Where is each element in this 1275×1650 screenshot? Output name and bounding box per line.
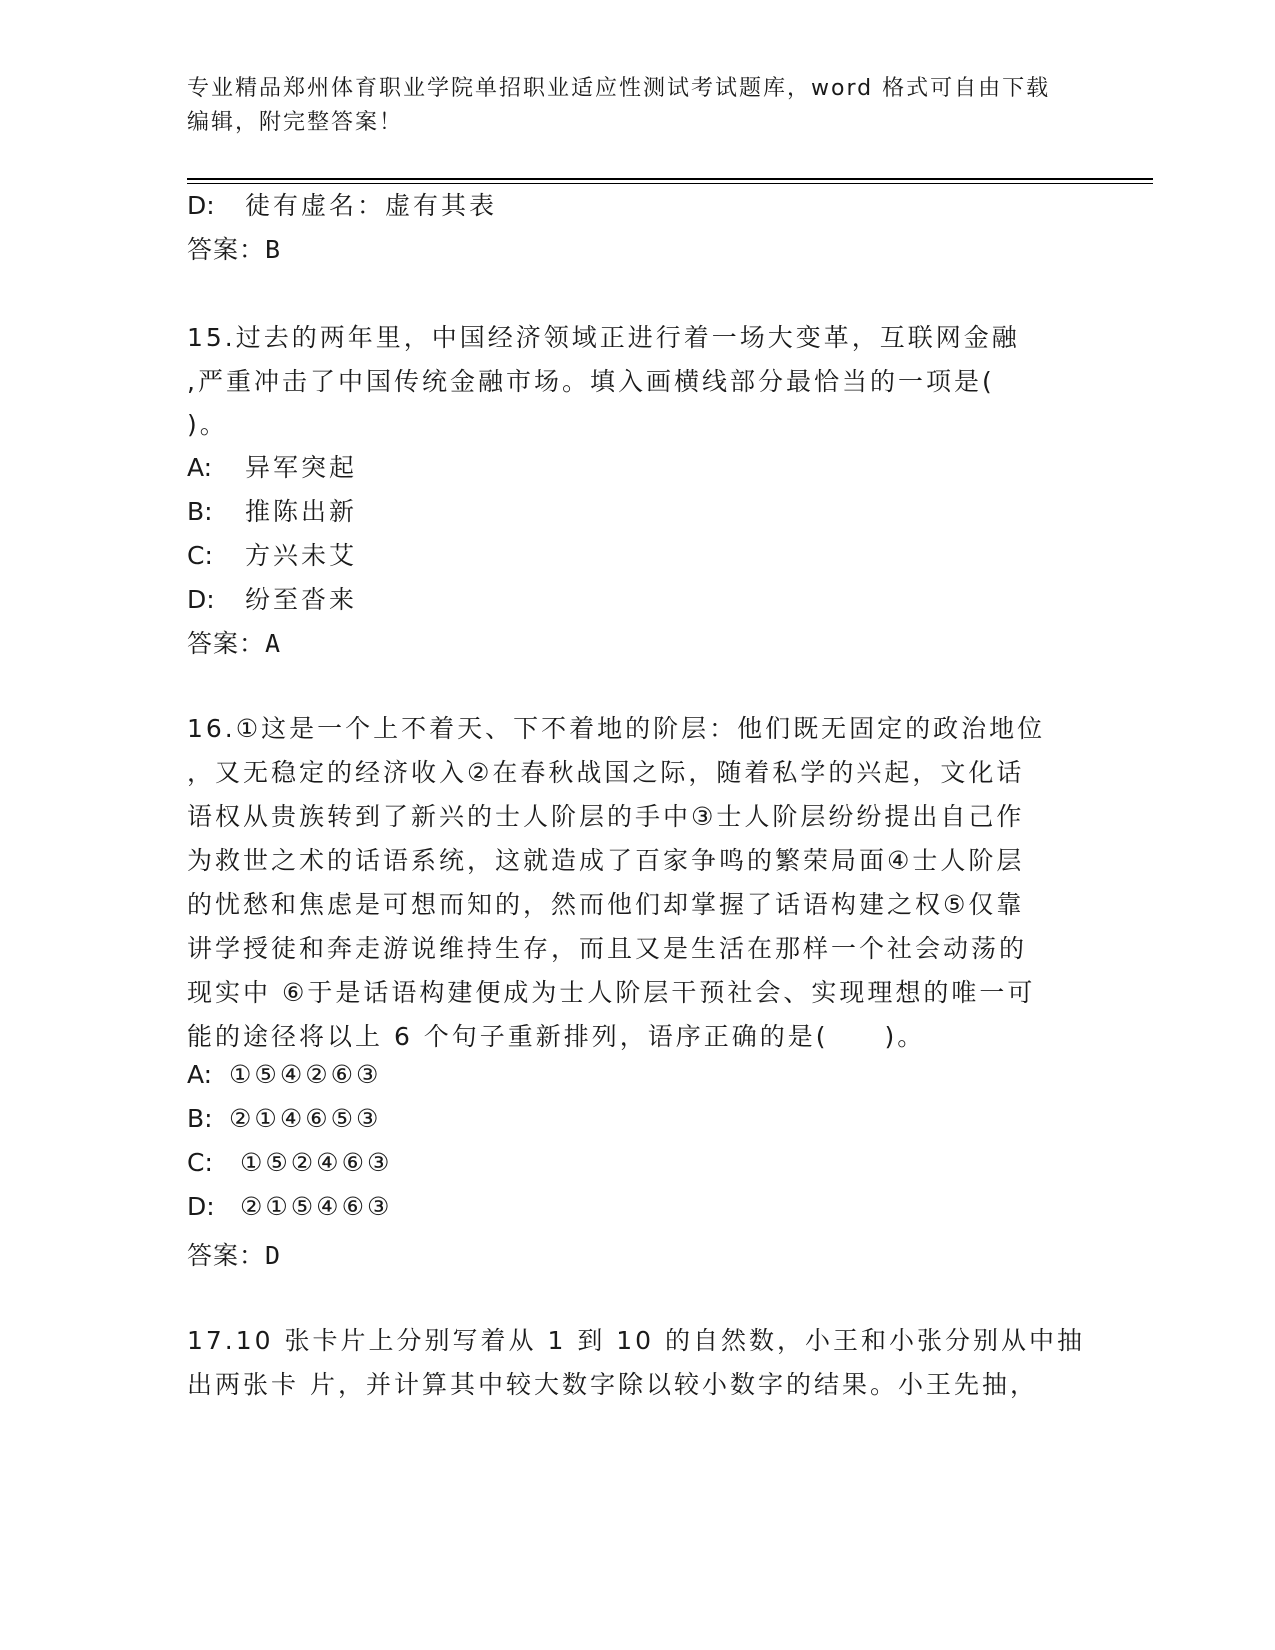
q16-stem-line-6: 讲学授徒和奔走游说维持生存，而且又是生活在那样一个社会动荡的 [187,934,1028,963]
header-divider [187,178,1153,180]
answer-value: B [265,235,282,264]
q15-option-c [187,536,357,572]
q15-option-b [187,492,357,528]
q16-option-c [187,1148,392,1177]
q16-stem-line-1: 16.①这是一个上不着天、下不着地的阶层：他们既无固定的政治地位 [187,714,1046,743]
answer-label: 答案： [187,1241,266,1270]
q15-stem-line-2: ,严重冲击了中国传统金融市场。填入画横线部分最恰当的一项是( [187,367,995,396]
option-label: A: [187,1060,213,1089]
q16-option-d [187,1192,392,1221]
option-text: 纷至沓来 [245,585,358,614]
q16-stem-line-2: ，又无稳定的经济收入②在春秋战国之际，随着私学的兴起，文化话 [187,758,1025,787]
q16-answer [187,1236,281,1272]
option-label: C: [187,1148,213,1177]
q16-option-a [187,1060,381,1089]
answer-label: 答案： [187,235,266,264]
option-text: ①⑤②④⑥③ [229,1148,393,1177]
option-text: 异军突起 [245,453,358,482]
option-label: D: [187,191,215,220]
header-line-1: 专业精品郑州体育职业学院单招职业适应性测试考试题库，word 格式可自由下载 [187,76,1051,101]
q17-stem-line-2: 出两张卡 片，并计算其中较大数字除以较小数字的结果。小王先抽， [187,1370,1038,1399]
option-text: 推陈出新 [245,497,358,526]
q15-stem-line-1: 15.过去的两年里，中国经济领域正进行着一场大变革，互联网金融 [187,323,1020,352]
option-label: D: [187,585,215,614]
option-label: A: [187,453,213,482]
q17-stem-line-1: 17.10 张卡片上分别写着从 1 到 10 的自然数，小王和小张分别从中抽 [187,1326,1086,1355]
q16-stem-line-4: 为救世之术的话语系统，这就造成了百家争鸣的繁荣局面④士人阶层 [187,846,1025,875]
q15-answer [187,624,281,660]
q16-stem-line-3: 语权从贵族转到了新兴的士人阶层的手中③士人阶层纷纷提出自己作 [187,802,1025,831]
option-label: B: [187,497,213,526]
option-label: B: [187,1104,213,1133]
q14-answer [187,230,281,266]
header-divider-thin [187,183,1153,184]
header-line-2: 编辑，附完整答案！ [187,110,404,135]
answer-label: 答案： [187,629,266,658]
option-label: C: [187,541,213,570]
answer-value: A [265,629,282,658]
option-text: 方兴未艾 [245,541,358,570]
page-header [187,72,1087,140]
option-text: 徒有虚名：虚有其表 [245,191,498,220]
option-text: ①⑤④②⑥③ [229,1060,382,1089]
option-text: ②①⑤④⑥③ [229,1192,393,1221]
q15-stem-line-3: )。 [187,410,228,439]
q16-option-b [187,1104,381,1133]
answer-value: D [265,1241,282,1270]
q15-option-a [187,448,357,484]
q15-option-d [187,580,357,616]
option-text: ②①④⑥⑤③ [229,1104,382,1133]
option-label: D: [187,1192,215,1221]
q14-option-d [187,186,497,222]
q16-stem-line-8: 能的途径将以上 6 个句子重新排列，语序正确的是( )。 [187,1022,926,1051]
q16-stem-line-7: 现实中 ⑥于是话语构建便成为士人阶层干预社会、实现理想的唯一可 [187,978,1036,1007]
q16-stem-line-5: 的忧愁和焦虑是可想而知的，然而他们却掌握了话语构建之权⑤仅靠 [187,890,1025,919]
